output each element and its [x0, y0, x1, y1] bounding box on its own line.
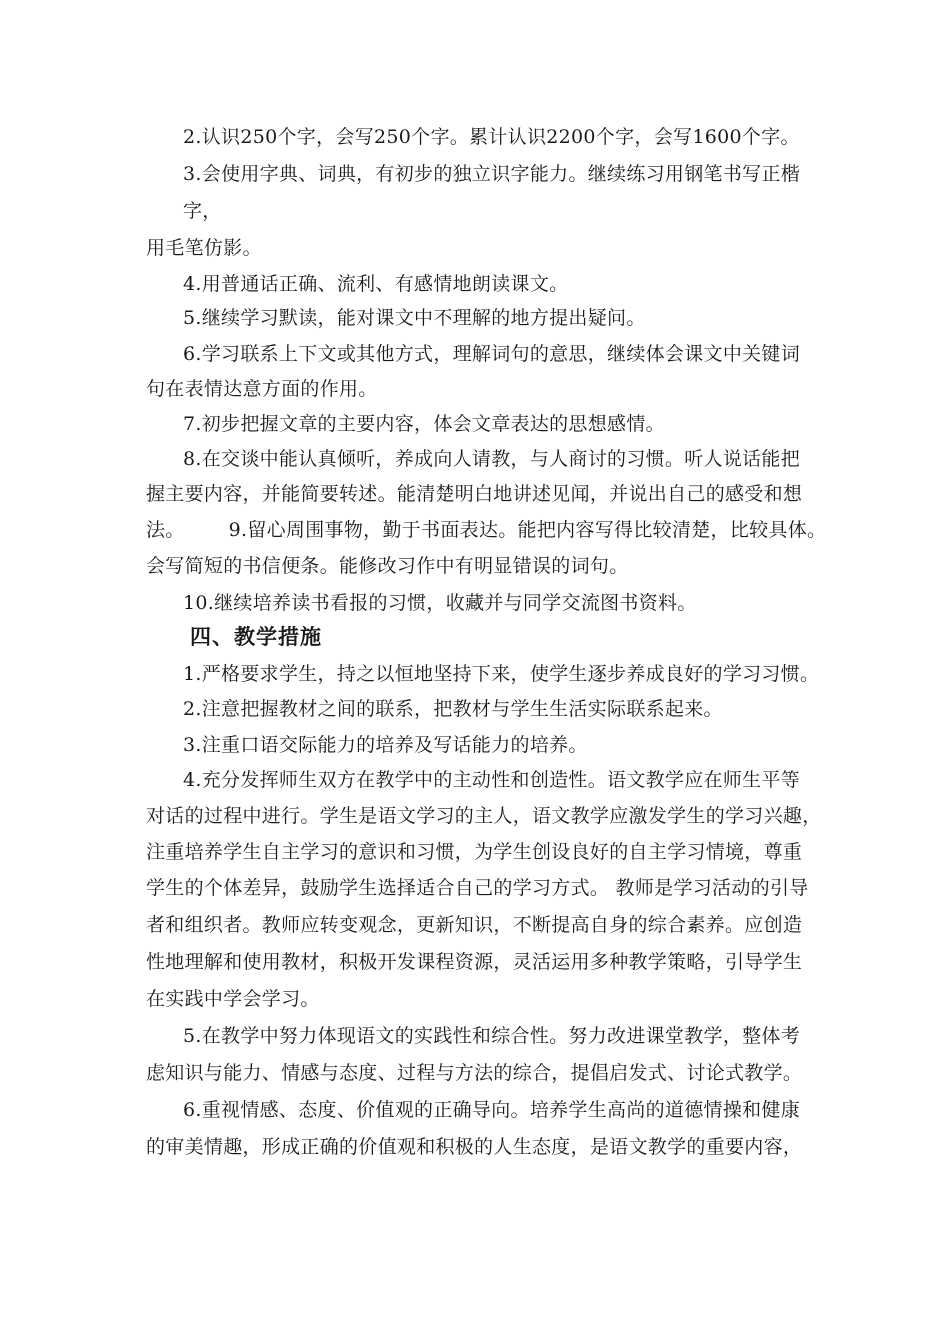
objective-item-3-cont2: 用毛笔仿影。: [146, 237, 262, 259]
measure-item-4-cont2: 注重培养学生自主学习的意识和习惯，为学生创设良好的自主学习情境，尊重: [146, 841, 803, 863]
measure-item-1: 1.严格要求学生，持之以恒地坚持下来，使学生逐步养成良好的学习习惯。: [183, 663, 820, 685]
objective-item-2: 2.认识250个字，会写250个字。累计认识2200个字，会写1600个字。: [183, 126, 800, 148]
objective-item-3: 3.会使用字典、词典，有初步的独立识字能力。继续练习用钢笔书写正楷: [183, 163, 801, 185]
objective-item-6-cont: 句在表情达意方面的作用。: [146, 378, 378, 400]
measure-item-2: 2.注意把握教材之间的联系，把教材与学生生活实际联系起来。: [183, 698, 723, 720]
objective-item-8: 8.在交谈中能认真倾听，养成向人请教，与人商讨的习惯。听人说话能把: [183, 448, 801, 470]
measure-item-4-cont4: 者和组织者。教师应转变观念，更新知识，不断提高自身的综合素养。应创造: [146, 914, 803, 936]
objective-item-9: 9.留心周围事物，勤于书面表达。能把内容写得比较清楚，比较具体。: [228, 519, 827, 541]
measure-item-4-cont6: 在实践中学会学习。: [146, 988, 320, 1010]
measure-item-6-cont: 的审美情趣，形成正确的价值观和积极的人生态度，是语文教学的重要内容，: [146, 1136, 803, 1158]
objective-item-8-cont: 握主要内容，并能简要转述。能清楚明白地讲述见闻，并说出自己的感受和想: [146, 483, 803, 505]
objective-item-8-9-line: [146, 518, 826, 542]
measure-item-5: 5.在教学中努力体现语文的实践性和综合性。努力改进课堂教学，整体考: [183, 1025, 801, 1047]
measure-item-4-cont1: 对话的过程中进行。学生是语文学习的主人，语文教学应激发学生的学习兴趣，: [146, 805, 822, 827]
measure-item-4: 4.充分发挥师生双方在教学中的主动性和创造性。语文教学应在师生平等: [183, 769, 801, 791]
measure-item-6: 6.重视情感、态度、价值观的正确导向。培养学生高尚的道德情操和健康: [183, 1099, 801, 1121]
measure-item-3: 3.注重口语交际能力的培养及写话能力的培养。: [183, 734, 588, 756]
measure-item-5-cont: 虑知识与能力、情感与态度、过程与方法的综合，提倡启发式、讨论式教学。: [146, 1062, 803, 1084]
objective-item-10: 10.继续培养读书看报的习惯，收藏并与同学交流图书资料。: [183, 592, 697, 614]
measure-item-4-cont3: 学生的个体差异，鼓励学生选择适合自己的学习方式。 教师是学习活动的引导: [146, 877, 809, 899]
objective-item-7: 7.初步把握文章的主要内容，体会文章表达的思想感情。: [183, 413, 665, 435]
measure-item-4-cont5: 性地理解和使用教材，积极开发课程资源，灵活运用多种教学策略，引导学生: [146, 951, 803, 973]
objective-item-9-cont: 会写简短的书信便条。能修改习作中有明显错误的词句。: [146, 555, 629, 577]
objective-item-4: 4.用普通话正确、流利、有感情地朗读课文。: [183, 273, 569, 295]
section-heading-teaching-measures: 四、教学措施: [190, 624, 322, 649]
objective-item-5: 5.继续学习默读，能对课文中不理解的地方提出疑问。: [183, 307, 646, 329]
objective-item-6: 6.学习联系上下文或其他方式，理解词句的意思，继续体会课文中关键词: [183, 343, 801, 365]
objective-item-3-cont: 字，: [183, 200, 222, 222]
objective-item-8-end: 法。: [146, 519, 185, 541]
